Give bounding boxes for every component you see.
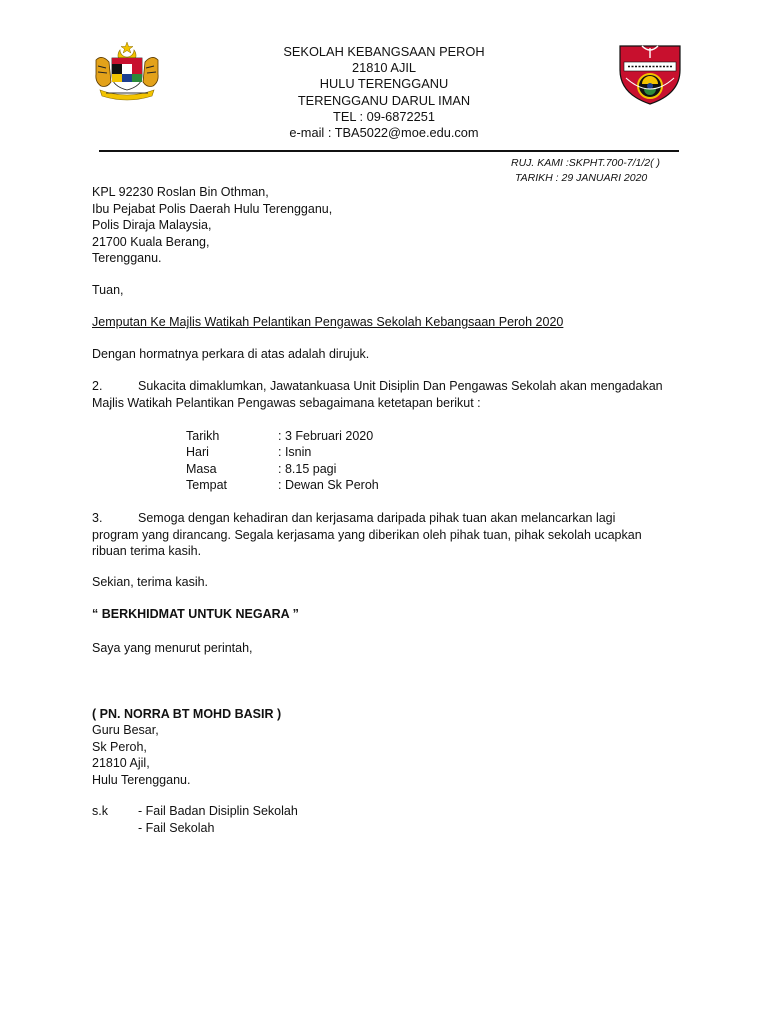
our-reference: RUJ. KAMI :SKPHT.700-7/1/2( ) xyxy=(511,157,660,169)
school-badge-icon xyxy=(616,40,684,108)
obedience-line: Saya yang menurut perintah, xyxy=(92,641,253,655)
event-details xyxy=(186,428,379,493)
paragraph-3-line-2: program yang dirancang. Segala kerjasama yang diberikan oleh pihak tuan, pihak sekolah ucapkan xyxy=(92,527,642,542)
motto: “ BERKHIDMAT UNTUK NEGARA ” xyxy=(92,607,299,621)
cc-row xyxy=(92,820,298,837)
recipient-line: Polis Diraja Malaysia, xyxy=(92,218,212,233)
paragraph-2-line-1: Sukacita dimaklumkan, Jawatankuasa Unit Disiplin Dan Pengawas Sekolah akan mengadakan xyxy=(138,379,663,393)
school-phone: TEL : 09-6872251 xyxy=(333,108,435,124)
carbon-copy-list xyxy=(92,803,298,836)
cc-item: - Fail Badan Disiplin Sekolah xyxy=(138,804,298,818)
detail-label: Tarikh xyxy=(186,429,220,443)
detail-row xyxy=(186,444,379,460)
malaysia-coat-of-arms-icon xyxy=(90,40,164,102)
signatory-details xyxy=(92,722,692,788)
recipient-line: KPL 92230 Roslan Bin Othman, xyxy=(92,185,269,199)
signatory-line: Guru Besar, xyxy=(92,723,159,737)
salutation: Tuan, xyxy=(92,283,124,297)
detail-row xyxy=(186,461,379,477)
school-district: HULU TERENGGANU xyxy=(319,76,449,92)
detail-value: : Isnin xyxy=(278,445,312,460)
cc-spacer xyxy=(92,820,138,837)
school-email: e-mail : TBA5022@moe.edu.com xyxy=(289,125,479,141)
recipient-line: 21700 Kuala Berang, xyxy=(92,234,210,249)
detail-label: Tempat xyxy=(186,477,227,492)
cc-row xyxy=(92,803,298,820)
paragraph-1: Dengan hormatnya perkara di atas adalah dirujuk. xyxy=(92,347,370,361)
detail-label: Hari xyxy=(186,445,209,460)
school-name: SEKOLAH KEBANGSAAN PEROH xyxy=(283,44,485,59)
paragraph-2 xyxy=(92,378,692,411)
closing-line: Sekian, terima kasih. xyxy=(92,575,209,589)
cc-label: s.k xyxy=(92,804,108,818)
paragraph-2-line-2: Majlis Watikah Pelantikan Pengawas sebagaimana ketetapan berikut : xyxy=(92,395,481,410)
letterhead xyxy=(240,44,528,141)
reference-block xyxy=(511,156,660,185)
detail-label: Masa xyxy=(186,461,217,476)
signatory-line: Hulu Terengganu. xyxy=(92,772,191,787)
recipient-line: Ibu Pejabat Polis Daerah Hulu Terengganu, xyxy=(92,201,333,216)
detail-row xyxy=(186,477,379,493)
cc-item: - Fail Sekolah xyxy=(138,820,215,835)
recipient-line: Terengganu. xyxy=(92,251,162,266)
paragraph-number: 3. xyxy=(92,511,103,525)
detail-row xyxy=(186,428,379,444)
signatory-line: 21810 Ajil, xyxy=(92,756,150,771)
letterhead-divider xyxy=(99,150,679,152)
detail-value: : Dewan Sk Peroh xyxy=(278,477,379,492)
school-state: TERENGGANU DARUL IMAN xyxy=(297,92,471,108)
signatory-name: ( PN. NORRA BT MOHD BASIR ) xyxy=(92,707,282,721)
letter-date: TARIKH : 29 JANUARI 2020 xyxy=(515,171,648,184)
paragraph-number: 2. xyxy=(92,379,103,393)
paragraph-3-line-3: ribuan terima kasih. xyxy=(92,544,202,559)
recipient-address xyxy=(92,184,692,267)
signatory-line: Sk Peroh, xyxy=(92,739,147,754)
paragraph-3 xyxy=(92,510,692,560)
detail-value: : 8.15 pagi xyxy=(278,461,337,476)
letter-subject: Jemputan Ke Majlis Watikah Pelantikan Pengawas Sekolah Kebangsaan Peroh 2020 xyxy=(92,315,564,329)
detail-value: : 3 Februari 2020 xyxy=(278,429,374,443)
school-postcode: 21810 AJIL xyxy=(351,60,417,76)
paragraph-3-line-1: Semoga dengan kehadiran dan kerjasama daripada pihak tuan akan melancarkan lagi xyxy=(138,511,616,525)
